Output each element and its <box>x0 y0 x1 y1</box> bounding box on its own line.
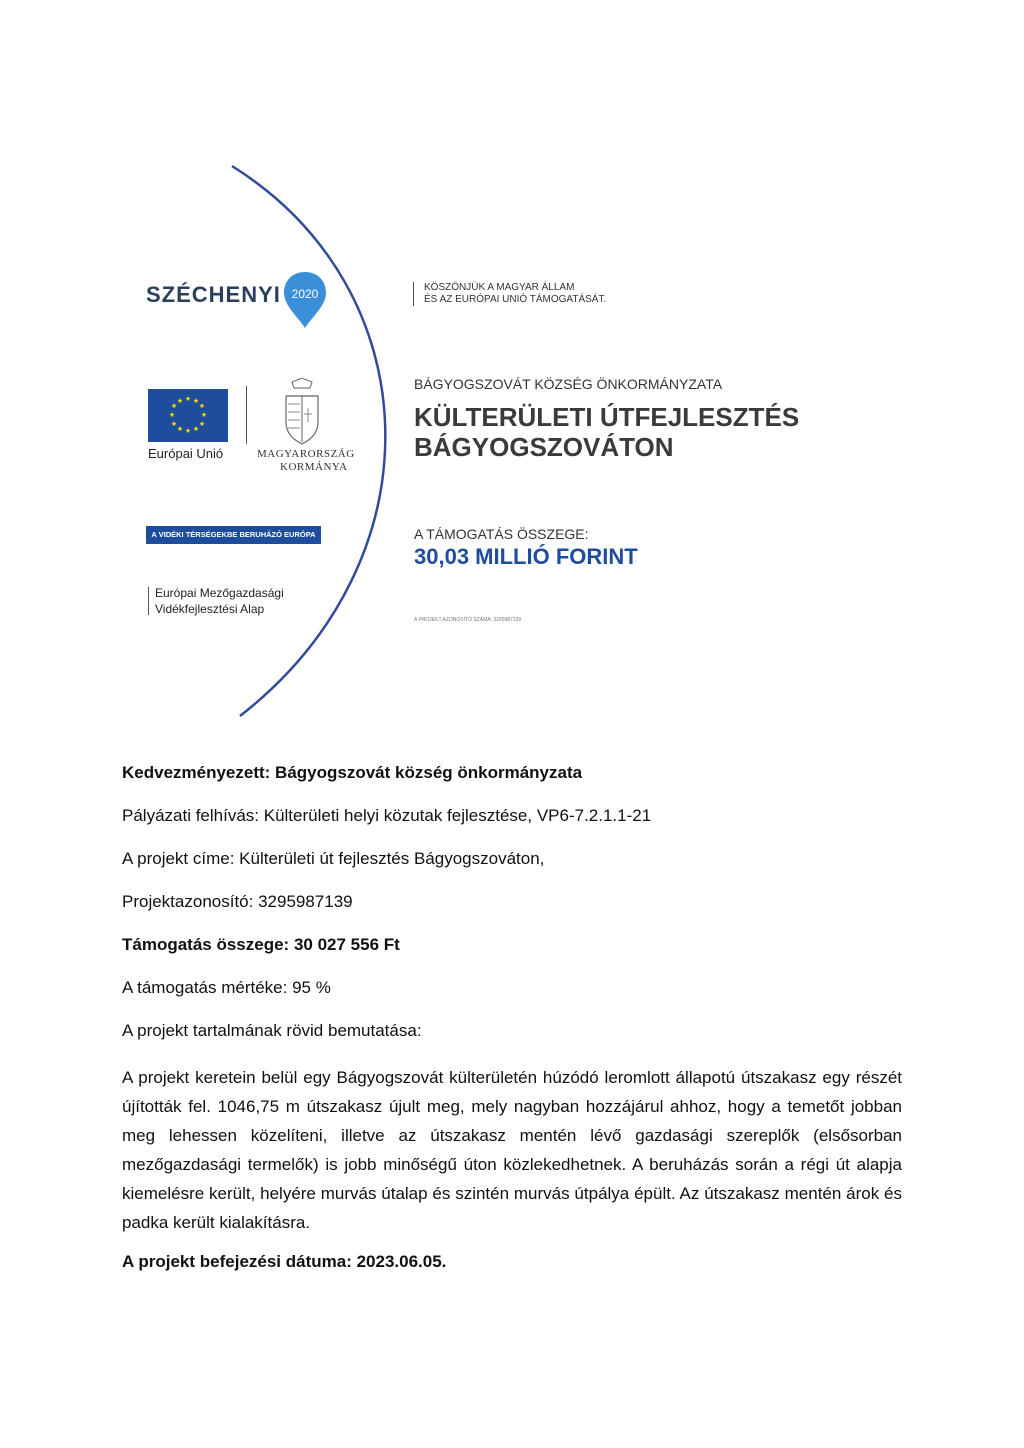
szechenyi-year: 2020 <box>291 287 319 301</box>
szechenyi-logo-text: SZÉCHENYI <box>146 282 281 307</box>
project-id-small: A PROJEKT AZONOSÍTÓ SZÁMA: 3295987139 <box>414 617 522 623</box>
summary-heading: A projekt tartalmának rövid bemutatása: <box>122 1021 422 1040</box>
thanks-line-1: KÖSZÖNJÜK A MAGYAR ÁLLAM <box>424 282 575 293</box>
thanks-line-2: ÉS AZ EURÓPAI UNIÓ TÁMOGATÁSÁT. <box>424 294 607 305</box>
eu-flag-icon <box>148 389 228 442</box>
szechenyi-pin-icon <box>282 270 328 330</box>
support-amount-label: A TÁMOGATÁS ÖSSZEGE: <box>414 526 589 542</box>
beneficiary: Kedvezményezett: Bágyogszovát község önkormányzata <box>122 763 583 782</box>
fund-label-1: Európai Mezőgazdasági <box>155 586 284 600</box>
project-title: A projekt címe: Külterületi út fejlesztés Bágyogszováton, <box>122 849 545 868</box>
thanks-divider <box>413 282 414 306</box>
svg-text:★: ★ <box>200 411 208 419</box>
svg-text:★: ★ <box>170 402 178 410</box>
svg-text:★: ★ <box>198 420 206 428</box>
project-id: Projektazonosító: 3295987139 <box>122 892 353 911</box>
support-amount-value: 30,03 MILLIÓ FORINT <box>414 544 638 569</box>
board-title-line-2: BÁGYOGSZOVÁTON <box>414 432 674 462</box>
logo-divider <box>246 386 247 444</box>
hungary-coat-of-arms-icon <box>280 378 324 446</box>
government-label-1: MAGYARORSZÁG <box>257 448 355 460</box>
call-for-proposals: Pályázati felhívás: Külterületi helyi közutak fejlesztése, VP6-7.2.1.1-21 <box>122 806 652 825</box>
svg-text:★: ★ <box>168 411 176 419</box>
fund-label-2: Vidékfejlesztési Alap <box>155 602 265 616</box>
svg-text:★: ★ <box>198 402 206 410</box>
summary-paragraph: A projekt keretein belül egy Bágyogszovát külterületén húzódó leromlott állapotú útszakasz egy részét újították fel. 1046,75 m útszakasz újult meg, mely nagyban hozzájárul ahhoz, hogy a temetőt jobban meg lehessen közelíteni, illetve az útszakasz mentén lévő gazdasági szereplők (elsősorban mezőgazdasági termelők) is jobb minőségű úton közlekedhetnek. A beruházás során a régi út alapja kiemelésre került, helyére murvás útalap és szintén murvás útpálya épült. Az útszakasz mentén árok és padka került kialakításra. <box>122 1068 902 1232</box>
svg-text:★: ★ <box>176 425 184 433</box>
support-rate: A támogatás mértéke: 95 % <box>122 978 331 997</box>
board-title-line-1: KÜLTERÜLETI ÚTFEJLESZTÉS <box>414 402 800 432</box>
completion-date: A projekt befejezési dátuma: 2023.06.05. <box>122 1252 447 1271</box>
support-amount: Támogatás összege: 30 027 556 Ft <box>122 935 400 954</box>
svg-text:★: ★ <box>176 397 184 405</box>
svg-text:★: ★ <box>184 427 192 435</box>
svg-text:★: ★ <box>170 420 178 428</box>
eu-label: Európai Unió <box>148 446 224 461</box>
svg-text:★: ★ <box>192 397 200 405</box>
government-label-2: KORMÁNYA <box>280 461 348 473</box>
svg-text:★: ★ <box>184 395 192 403</box>
svg-text:★: ★ <box>192 425 200 433</box>
rural-europe-band: A VIDÉKI TÉRSÉGEKBE BERUHÁZÓ EURÓPA <box>146 526 321 544</box>
municipality-name: BÁGYOGSZOVÁT KÖZSÉG ÖNKORMÁNYZATA <box>414 376 723 392</box>
fund-divider <box>148 587 149 615</box>
